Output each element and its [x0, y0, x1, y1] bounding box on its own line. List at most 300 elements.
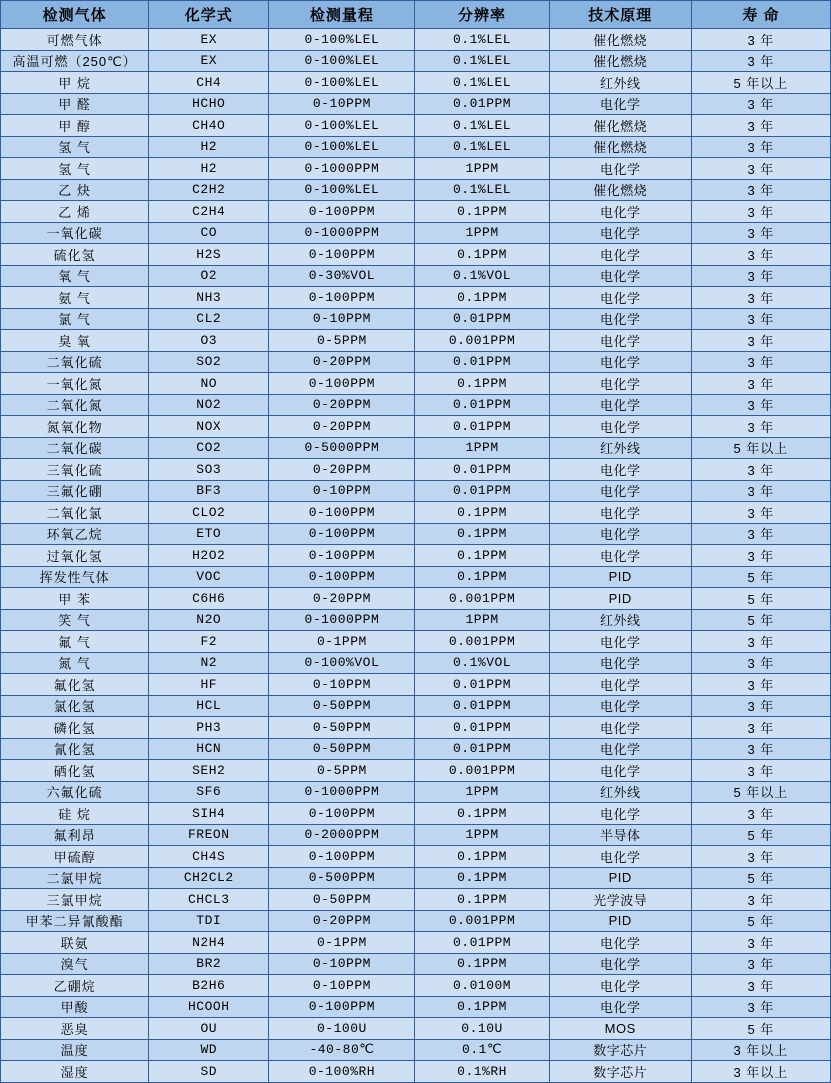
cell-range: 0-100%LEL — [269, 179, 415, 201]
table-row — [1, 373, 831, 395]
cell-lifetime: 3 年 — [691, 760, 830, 782]
cell-resolution: 0.01PPM — [415, 93, 549, 115]
cell-lifetime: 3 年 — [691, 158, 830, 180]
cell-range: 0-100PPM — [269, 996, 415, 1018]
cell-gas-name: 三氟化硼 — [1, 480, 149, 502]
cell-range: 0-20PPM — [269, 394, 415, 416]
cell-formula: FREON — [149, 824, 269, 846]
cell-technology: 电化学 — [549, 738, 691, 760]
cell-resolution: 0.01PPM — [415, 394, 549, 416]
cell-gas-name: 硅 烷 — [1, 803, 149, 825]
cell-technology: 数字芯片 — [549, 1061, 691, 1083]
cell-technology: 催化燃烧 — [549, 179, 691, 201]
cell-formula: N2O — [149, 609, 269, 631]
cell-formula: BF3 — [149, 480, 269, 502]
cell-technology: PID — [549, 910, 691, 932]
cell-technology: PID — [549, 867, 691, 889]
cell-gas-name: 氨 气 — [1, 287, 149, 309]
cell-lifetime: 5 年 — [691, 566, 830, 588]
cell-technology: 电化学 — [549, 932, 691, 954]
table-row — [1, 1061, 831, 1083]
cell-resolution: 0.1PPM — [415, 523, 549, 545]
cell-formula: ETO — [149, 523, 269, 545]
cell-formula: H2 — [149, 136, 269, 158]
cell-resolution: 0.01PPM — [415, 459, 549, 481]
cell-range: 0-20PPM — [269, 416, 415, 438]
cell-gas-name: 乙 烯 — [1, 201, 149, 223]
cell-lifetime: 3 年 — [691, 394, 830, 416]
cell-technology: MOS — [549, 1018, 691, 1040]
cell-technology: 数字芯片 — [549, 1039, 691, 1061]
cell-resolution: 0.1PPM — [415, 201, 549, 223]
cell-lifetime: 5 年 — [691, 609, 830, 631]
cell-formula: N2H4 — [149, 932, 269, 954]
table-row — [1, 459, 831, 481]
cell-lifetime: 3 年 — [691, 480, 830, 502]
table-row — [1, 115, 831, 137]
cell-resolution: 1PPM — [415, 824, 549, 846]
cell-gas-name: 氟利昂 — [1, 824, 149, 846]
cell-formula: BR2 — [149, 953, 269, 975]
cell-formula: O3 — [149, 330, 269, 352]
cell-technology: 红外线 — [549, 72, 691, 94]
cell-technology: 电化学 — [549, 996, 691, 1018]
cell-gas-name: 二氯甲烷 — [1, 867, 149, 889]
table-row — [1, 201, 831, 223]
column-header-formula: 化学式 — [149, 1, 269, 29]
table-row — [1, 93, 831, 115]
cell-resolution: 0.01PPM — [415, 416, 549, 438]
cell-lifetime: 3 年 — [691, 50, 830, 72]
cell-technology: 半导体 — [549, 824, 691, 846]
cell-gas-name: 甲 苯 — [1, 588, 149, 610]
cell-formula: H2S — [149, 244, 269, 266]
cell-range: 0-1PPM — [269, 932, 415, 954]
cell-gas-name: 温度 — [1, 1039, 149, 1061]
cell-gas-name: 过氧化氢 — [1, 545, 149, 567]
cell-resolution: 0.01PPM — [415, 695, 549, 717]
cell-technology: 电化学 — [549, 717, 691, 739]
cell-technology: 电化学 — [549, 244, 691, 266]
cell-lifetime: 3 年 — [691, 674, 830, 696]
cell-formula: B2H6 — [149, 975, 269, 997]
table-row — [1, 158, 831, 180]
cell-formula: HCN — [149, 738, 269, 760]
cell-lifetime: 3 年 — [691, 93, 830, 115]
cell-formula: TDI — [149, 910, 269, 932]
cell-resolution: 0.001PPM — [415, 588, 549, 610]
cell-range: 0-20PPM — [269, 910, 415, 932]
table-row — [1, 523, 831, 545]
cell-resolution: 0.1PPM — [415, 502, 549, 524]
cell-technology: 红外线 — [549, 609, 691, 631]
cell-gas-name: 硒化氢 — [1, 760, 149, 782]
cell-gas-name: 三氧化硫 — [1, 459, 149, 481]
cell-range: 0-100PPM — [269, 287, 415, 309]
table-row — [1, 351, 831, 373]
cell-formula: CL2 — [149, 308, 269, 330]
cell-range: -40-80℃ — [269, 1039, 415, 1061]
cell-range: 0-20PPM — [269, 351, 415, 373]
cell-resolution: 0.1PPM — [415, 244, 549, 266]
cell-technology: 电化学 — [549, 674, 691, 696]
cell-gas-name: 恶臭 — [1, 1018, 149, 1040]
cell-technology: 电化学 — [549, 373, 691, 395]
cell-lifetime: 3 年 — [691, 330, 830, 352]
cell-lifetime: 3 年 — [691, 545, 830, 567]
cell-gas-name: 二氧化碳 — [1, 437, 149, 459]
cell-technology: 电化学 — [549, 351, 691, 373]
cell-resolution: 0.10U — [415, 1018, 549, 1040]
cell-gas-name: 氢 气 — [1, 136, 149, 158]
cell-range: 0-50PPM — [269, 738, 415, 760]
cell-gas-name: 氧 气 — [1, 265, 149, 287]
cell-range: 0-20PPM — [269, 588, 415, 610]
table-row — [1, 631, 831, 653]
cell-formula: NO — [149, 373, 269, 395]
cell-technology: 电化学 — [549, 416, 691, 438]
cell-lifetime: 3 年以上 — [691, 1039, 830, 1061]
cell-formula: F2 — [149, 631, 269, 653]
cell-formula: C6H6 — [149, 588, 269, 610]
cell-resolution: 0.0100M — [415, 975, 549, 997]
cell-formula: EX — [149, 50, 269, 72]
cell-range: 0-10PPM — [269, 308, 415, 330]
cell-range: 0-100%LEL — [269, 72, 415, 94]
cell-formula: OU — [149, 1018, 269, 1040]
cell-resolution: 0.001PPM — [415, 910, 549, 932]
cell-resolution: 0.1PPM — [415, 867, 549, 889]
cell-resolution: 1PPM — [415, 222, 549, 244]
table-body — [1, 29, 831, 1083]
cell-gas-name: 联氨 — [1, 932, 149, 954]
cell-resolution: 0.1%VOL — [415, 652, 549, 674]
table-row — [1, 652, 831, 674]
cell-technology: 电化学 — [549, 695, 691, 717]
cell-technology: 光学波导 — [549, 889, 691, 911]
cell-gas-name: 三氯甲烷 — [1, 889, 149, 911]
cell-gas-name: 二氧化硫 — [1, 351, 149, 373]
cell-technology: PID — [549, 566, 691, 588]
cell-technology: 电化学 — [549, 545, 691, 567]
cell-formula: CH4S — [149, 846, 269, 868]
cell-gas-name: 甲硫醇 — [1, 846, 149, 868]
cell-technology: 电化学 — [549, 975, 691, 997]
table-header-row — [1, 1, 831, 29]
cell-technology: 电化学 — [549, 846, 691, 868]
cell-resolution: 1PPM — [415, 781, 549, 803]
cell-resolution: 0.1%RH — [415, 1061, 549, 1083]
cell-gas-name: 湿度 — [1, 1061, 149, 1083]
cell-lifetime: 3 年 — [691, 373, 830, 395]
table-row — [1, 932, 831, 954]
cell-range: 0-100PPM — [269, 545, 415, 567]
table-row — [1, 308, 831, 330]
table-row — [1, 846, 831, 868]
cell-range: 0-100PPM — [269, 244, 415, 266]
cell-resolution: 0.1PPM — [415, 889, 549, 911]
cell-formula: SD — [149, 1061, 269, 1083]
table-row — [1, 996, 831, 1018]
cell-technology: 电化学 — [549, 760, 691, 782]
cell-range: 0-1000PPM — [269, 222, 415, 244]
table-row — [1, 437, 831, 459]
cell-lifetime: 3 年 — [691, 287, 830, 309]
cell-formula: H2 — [149, 158, 269, 180]
cell-resolution: 0.01PPM — [415, 932, 549, 954]
cell-resolution: 0.01PPM — [415, 308, 549, 330]
cell-formula: SO3 — [149, 459, 269, 481]
cell-technology: 电化学 — [549, 631, 691, 653]
cell-resolution: 0.001PPM — [415, 760, 549, 782]
cell-lifetime: 3 年 — [691, 932, 830, 954]
cell-range: 0-100%LEL — [269, 50, 415, 72]
cell-lifetime: 3 年 — [691, 459, 830, 481]
table-row — [1, 760, 831, 782]
cell-gas-name: 甲 烷 — [1, 72, 149, 94]
cell-lifetime: 3 年 — [691, 717, 830, 739]
table-row — [1, 781, 831, 803]
cell-range: 0-100PPM — [269, 846, 415, 868]
cell-lifetime: 3 年 — [691, 803, 830, 825]
cell-formula: HCL — [149, 695, 269, 717]
cell-range: 0-10PPM — [269, 953, 415, 975]
cell-technology: 电化学 — [549, 652, 691, 674]
cell-technology: 电化学 — [549, 523, 691, 545]
cell-formula: NOX — [149, 416, 269, 438]
cell-lifetime: 3 年 — [691, 244, 830, 266]
cell-gas-name: 一氧化氮 — [1, 373, 149, 395]
cell-formula: CH4O — [149, 115, 269, 137]
table-row — [1, 824, 831, 846]
cell-formula: CO2 — [149, 437, 269, 459]
cell-lifetime: 5 年 — [691, 824, 830, 846]
table-row — [1, 910, 831, 932]
cell-range: 0-100PPM — [269, 803, 415, 825]
cell-lifetime: 3 年 — [691, 136, 830, 158]
cell-resolution: 0.1PPM — [415, 566, 549, 588]
table-row — [1, 502, 831, 524]
cell-gas-name: 甲苯二异氰酸酯 — [1, 910, 149, 932]
cell-gas-name: 二氧化氮 — [1, 394, 149, 416]
cell-resolution: 1PPM — [415, 437, 549, 459]
cell-technology: 电化学 — [549, 93, 691, 115]
cell-technology: 电化学 — [549, 459, 691, 481]
cell-range: 0-1000PPM — [269, 781, 415, 803]
cell-technology: 电化学 — [549, 330, 691, 352]
cell-lifetime: 3 年 — [691, 695, 830, 717]
cell-formula: SEH2 — [149, 760, 269, 782]
cell-range: 0-5PPM — [269, 760, 415, 782]
cell-gas-name: 氯 气 — [1, 308, 149, 330]
cell-range: 0-50PPM — [269, 717, 415, 739]
column-header-gas-name: 检测气体 — [1, 1, 149, 29]
cell-formula: C2H4 — [149, 201, 269, 223]
cell-lifetime: 3 年 — [691, 953, 830, 975]
cell-resolution: 0.01PPM — [415, 738, 549, 760]
cell-gas-name: 环氧乙烷 — [1, 523, 149, 545]
cell-gas-name: 乙 炔 — [1, 179, 149, 201]
cell-lifetime: 5 年 — [691, 1018, 830, 1040]
cell-resolution: 0.01PPM — [415, 717, 549, 739]
cell-lifetime: 3 年以上 — [691, 1061, 830, 1083]
cell-lifetime: 3 年 — [691, 222, 830, 244]
cell-technology: 电化学 — [549, 308, 691, 330]
cell-gas-name: 氯化氢 — [1, 695, 149, 717]
cell-range: 0-1000PPM — [269, 158, 415, 180]
table-row — [1, 287, 831, 309]
table-row — [1, 244, 831, 266]
cell-gas-name: 甲酸 — [1, 996, 149, 1018]
cell-formula: N2 — [149, 652, 269, 674]
cell-formula: PH3 — [149, 717, 269, 739]
cell-range: 0-20PPM — [269, 459, 415, 481]
cell-gas-name: 氮氧化物 — [1, 416, 149, 438]
cell-range: 0-100%RH — [269, 1061, 415, 1083]
cell-range: 0-100%VOL — [269, 652, 415, 674]
cell-technology: 电化学 — [549, 803, 691, 825]
cell-range: 0-500PPM — [269, 867, 415, 889]
cell-resolution: 0.1PPM — [415, 373, 549, 395]
column-header-lifetime: 寿 命 — [691, 1, 830, 29]
cell-resolution: 0.1%LEL — [415, 115, 549, 137]
cell-lifetime: 3 年 — [691, 308, 830, 330]
cell-formula: CLO2 — [149, 502, 269, 524]
cell-lifetime: 3 年 — [691, 29, 830, 51]
cell-resolution: 0.01PPM — [415, 674, 549, 696]
table-row — [1, 953, 831, 975]
cell-range: 0-5PPM — [269, 330, 415, 352]
cell-gas-name: 二氧化氯 — [1, 502, 149, 524]
cell-technology: 电化学 — [549, 287, 691, 309]
cell-resolution: 0.1PPM — [415, 846, 549, 868]
cell-range: 0-100%LEL — [269, 115, 415, 137]
cell-technology: 催化燃烧 — [549, 29, 691, 51]
cell-resolution: 1PPM — [415, 158, 549, 180]
cell-resolution: 0.1PPM — [415, 803, 549, 825]
cell-gas-name: 氰化氢 — [1, 738, 149, 760]
cell-formula: SF6 — [149, 781, 269, 803]
cell-technology: 红外线 — [549, 437, 691, 459]
table-row — [1, 29, 831, 51]
cell-resolution: 0.01PPM — [415, 351, 549, 373]
cell-lifetime: 3 年 — [691, 523, 830, 545]
table-row — [1, 330, 831, 352]
cell-gas-name: 磷化氢 — [1, 717, 149, 739]
table-row — [1, 975, 831, 997]
cell-lifetime: 5 年以上 — [691, 437, 830, 459]
cell-resolution: 1PPM — [415, 609, 549, 631]
cell-technology: 电化学 — [549, 480, 691, 502]
table-row — [1, 416, 831, 438]
cell-lifetime: 5 年以上 — [691, 72, 830, 94]
column-header-range: 检测量程 — [269, 1, 415, 29]
cell-gas-name: 甲 醇 — [1, 115, 149, 137]
column-header-technology: 技术原理 — [549, 1, 691, 29]
table-row — [1, 738, 831, 760]
cell-range: 0-100PPM — [269, 201, 415, 223]
table-row — [1, 717, 831, 739]
table-row — [1, 674, 831, 696]
cell-formula: C2H2 — [149, 179, 269, 201]
cell-lifetime: 3 年 — [691, 416, 830, 438]
cell-lifetime: 3 年 — [691, 889, 830, 911]
cell-resolution: 0.1%LEL — [415, 50, 549, 72]
table-row — [1, 588, 831, 610]
table-row — [1, 222, 831, 244]
cell-lifetime: 3 年 — [691, 975, 830, 997]
cell-range: 0-100PPM — [269, 502, 415, 524]
cell-formula: CH2CL2 — [149, 867, 269, 889]
table-row — [1, 136, 831, 158]
cell-resolution: 0.1%LEL — [415, 29, 549, 51]
cell-technology: 红外线 — [549, 781, 691, 803]
cell-resolution: 0.1PPM — [415, 545, 549, 567]
cell-range: 0-10PPM — [269, 480, 415, 502]
cell-gas-name: 氢 气 — [1, 158, 149, 180]
column-header-resolution: 分辨率 — [415, 1, 549, 29]
cell-formula: HCOOH — [149, 996, 269, 1018]
cell-gas-name: 氟化氢 — [1, 674, 149, 696]
cell-technology: 电化学 — [549, 158, 691, 180]
cell-gas-name: 挥发性气体 — [1, 566, 149, 588]
cell-resolution: 0.1℃ — [415, 1039, 549, 1061]
table-row — [1, 394, 831, 416]
cell-lifetime: 3 年 — [691, 652, 830, 674]
cell-range: 0-100%LEL — [269, 29, 415, 51]
cell-technology: 电化学 — [549, 265, 691, 287]
cell-lifetime: 5 年 — [691, 867, 830, 889]
table-row — [1, 50, 831, 72]
cell-range: 0-1PPM — [269, 631, 415, 653]
cell-lifetime: 3 年 — [691, 201, 830, 223]
cell-resolution: 0.1%LEL — [415, 72, 549, 94]
table-row — [1, 179, 831, 201]
cell-gas-name: 可燃气体 — [1, 29, 149, 51]
cell-technology: PID — [549, 588, 691, 610]
cell-lifetime: 3 年 — [691, 179, 830, 201]
cell-gas-name: 硫化氢 — [1, 244, 149, 266]
cell-lifetime: 3 年 — [691, 502, 830, 524]
cell-technology: 电化学 — [549, 201, 691, 223]
cell-range: 0-10PPM — [269, 674, 415, 696]
table-row — [1, 867, 831, 889]
cell-formula: WD — [149, 1039, 269, 1061]
table-row — [1, 265, 831, 287]
cell-range: 0-50PPM — [269, 695, 415, 717]
cell-resolution: 0.01PPM — [415, 480, 549, 502]
table-row — [1, 72, 831, 94]
cell-gas-name: 笑 气 — [1, 609, 149, 631]
cell-formula: NO2 — [149, 394, 269, 416]
cell-formula: CO — [149, 222, 269, 244]
cell-formula: NH3 — [149, 287, 269, 309]
table-row — [1, 1039, 831, 1061]
cell-range: 0-10PPM — [269, 93, 415, 115]
cell-lifetime: 3 年 — [691, 996, 830, 1018]
cell-resolution: 0.1%LEL — [415, 179, 549, 201]
table-row — [1, 889, 831, 911]
cell-lifetime: 3 年 — [691, 846, 830, 868]
cell-lifetime: 5 年 — [691, 588, 830, 610]
cell-resolution: 0.1PPM — [415, 996, 549, 1018]
cell-range: 0-2000PPM — [269, 824, 415, 846]
cell-gas-name: 臭 氧 — [1, 330, 149, 352]
cell-technology: 催化燃烧 — [549, 115, 691, 137]
cell-lifetime: 3 年 — [691, 631, 830, 653]
cell-resolution: 0.1PPM — [415, 287, 549, 309]
cell-gas-name: 溴气 — [1, 953, 149, 975]
